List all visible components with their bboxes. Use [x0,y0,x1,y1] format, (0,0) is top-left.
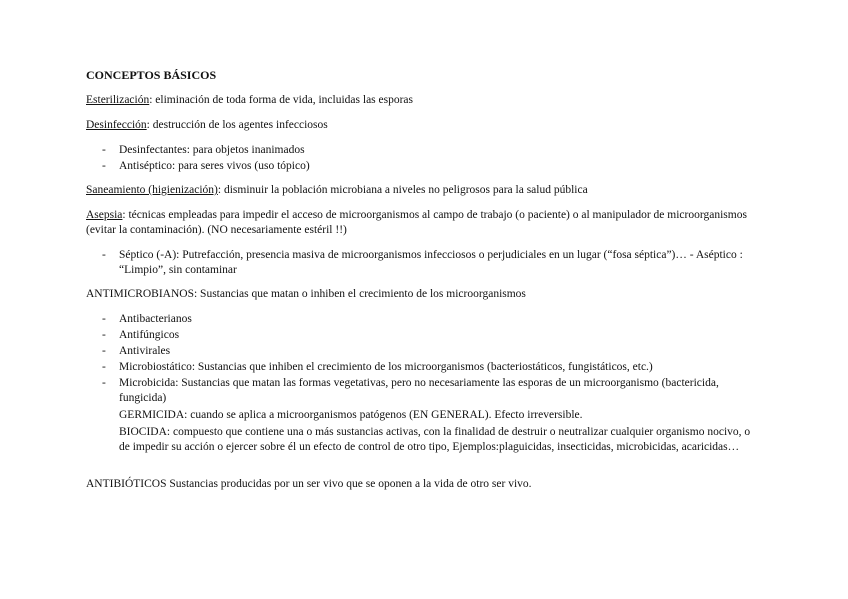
desinfeccion-list [86,143,758,174]
antimicrobianos-list [86,312,758,455]
dash-bullet: - [102,329,106,341]
antimicrobianos-heading: ANTIMICROBIANOS: Sustancias que matan o inhiben el crecimiento de los microorganismos [86,288,526,300]
term-esterilizacion: Esterilización [86,94,150,106]
list-item-text: Antiséptico: para seres vivos (uso tópico) [119,160,310,172]
dash-bullet: - [102,361,106,373]
list-item-text: Antifúngicos [119,329,180,341]
list-item [86,328,758,343]
dash-bullet: - [102,249,106,261]
list-item-text: Antivirales [119,345,171,357]
germicida-note: GERMICIDA: cuando se aplica a microorganismos patógenos (EN GENERAL). Efecto irreversible. [119,409,583,421]
definition-text: : disminuir la población microbiana a niveles no peligrosos para la salud pública [217,184,588,196]
definition-desinfeccion [86,118,758,133]
asepsia-list [86,248,758,278]
document-page [86,68,758,502]
list-item [86,248,758,278]
biocida-note: BIOCIDA: compuesto que contiene una o más sustancias activas, con la finalidad de destruir o neutralizar cualquier organismo nocivo, o de impedir su acción o ejercer sobre él un efecto de control de otro tipo, Ejemplos:plaguicidas, insecticidas, microbicidas, acaricidas… [119,426,751,453]
term-saneamiento: Saneamiento (higienización) [86,184,218,196]
list-item [86,312,758,327]
list-item-text: Microbicida: Sustancias que matan las formas vegetativas, pero no necesariamente las esporas de un microorganismo (bactericida, fungicida) [119,377,719,404]
list-item [86,159,758,174]
list-item [86,360,758,375]
list-item [86,344,758,359]
definition-text: : eliminación de toda forma de vida, incluidas las esporas [149,94,414,106]
antibioticos-definition: ANTIBIÓTICOS Sustancias producidas por un ser vivo que se oponen a la vida de otro ser vivo. [86,478,532,490]
term-desinfeccion: Desinfección [86,119,147,131]
definition-asepsia [86,208,758,238]
dash-bullet: - [102,377,106,389]
definition-saneamiento [86,183,758,198]
definition-text: : técnicas empleadas para impedir el acceso de microorganismos al campo de trabajo (o paciente) o al manipulador de microorganismos (evitar la contaminación). (NO necesariamente estéril !!) [86,209,747,236]
dash-bullet: - [102,160,106,172]
list-item-text: Antibacterianos [119,313,192,325]
list-item-text: Desinfectantes: para objetos inanimados [119,144,305,156]
dash-bullet: - [102,313,106,325]
list-item [86,143,758,158]
definition-text: : destrucción de los agentes infecciosos [146,119,328,131]
list-item-text: Séptico (-A): Putrefacción, presencia masiva de microorganismos infecciosos o perjudiciales en un lugar (“fosa séptica”)… - Aséptico : “Limpio”, sin contaminar [119,249,743,276]
page-title: CONCEPTOS BÁSICOS [86,68,217,82]
term-asepsia: Asepsia [86,209,123,221]
definition-esterilizacion [86,93,758,108]
list-item [86,376,758,455]
dash-bullet: - [102,144,106,156]
list-item-text: Microbiostático: Sustancias que inhiben el crecimiento de los microorganismos (bacteriostáticos, fungistáticos, etc.) [119,361,653,373]
dash-bullet: - [102,345,106,357]
